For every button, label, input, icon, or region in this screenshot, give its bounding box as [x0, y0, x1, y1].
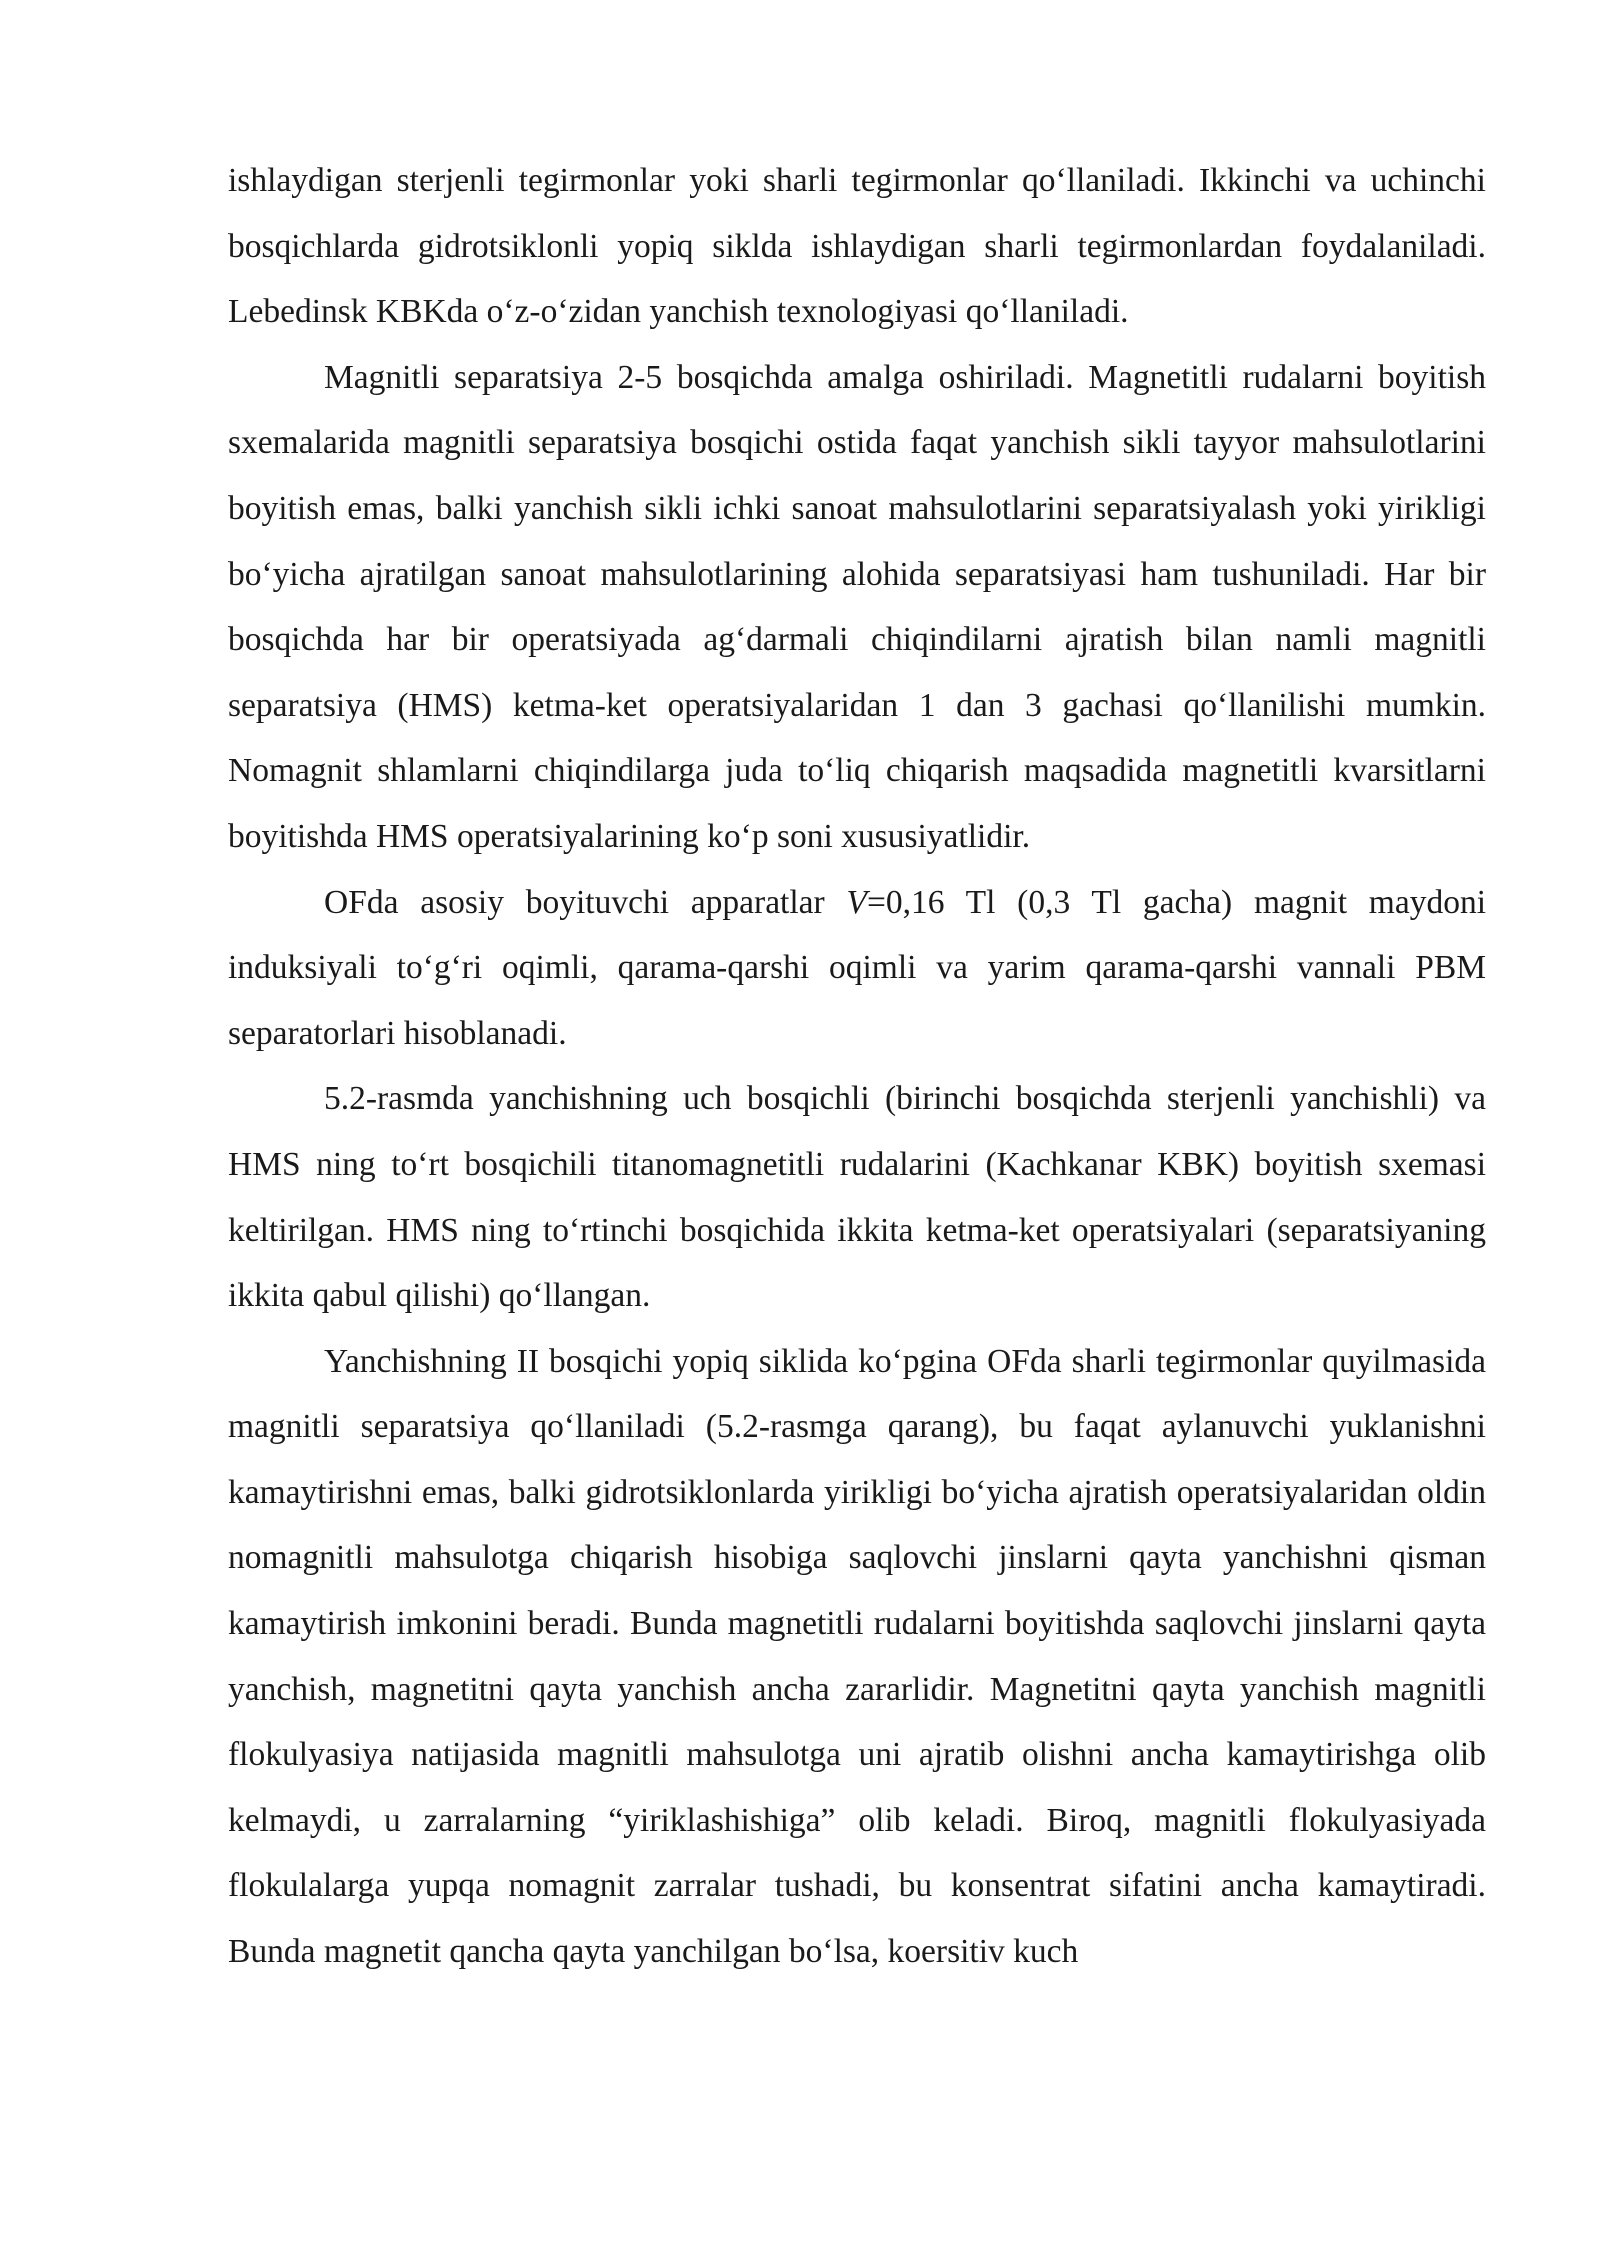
paragraph-1: ishlaydigan sterjenli tegirmonlar yoki sharli tegirmonlar qo‘llaniladi. Ikkinchi va uchinchi bosqichlarda gidrotsiklonli yopiq siklda ishlaydigan sharli tegirmonlardan foydalaniladi. Lebedinsk KBKda o‘z-o‘zidan yanchish texnologiyasi qo‘llaniladi. — [228, 162, 1486, 331]
paragraph-5: Yanchishning II bosqichi yopiq siklida ko‘pgina OFda sharli tegirmonlar quyilmasida magnitli separatsiya qo‘llaniladi (5.2-rasmga qarang), bu faqat aylanuvchi yuklanishni kamaytirishni emas, balki gidrotsiklonlarda yirikligi bo‘yicha ajratish operatsiyalaridan oldin nomagnitli mahsulotga chiqarish hisobiga saqlovchi jinslarni qayta yanchishni qisman kamaytirish imkonini beradi. Bunda magnetitli rudalarni boyitishda saqlovchi jinslarni qayta yanchish, magnetitni qayta yanchish ancha zararlidir. Magnetitni qayta yanchish magnitli flokulyasiya natijasida magnitli mahsulotga uni ajratib olishni ancha kamaytirishga olib kelmaydi, u zarralarning “yiriklashishiga” olib keladi. Biroq, magnitli flokulyasiyada flokulalarga yupqa nomagnit zarralar tushadi, bu konsentrat sifatini ancha kamaytiradi. Bunda magnetit qancha qayta yanchilgan bo‘lsa, koersitiv kuch — [228, 1342, 1486, 1971]
paragraph-2: Magnitli separatsiya 2-5 bosqichda amalga oshiriladi. Magnetitli rudalarni boyitish sxemalarida magnitli separatsiya bosqichi ostida faqat yanchish sikli tayyor mahsulotlarini boyitish emas, balki yanchish sikli ichki sanoat mahsulotlarini separatsiyalash yoki yirikligi bo‘yicha ajratilgan sanoat mahsulotlarining alohida separatsiyasi ham tushuniladi. Har bir bosqichda har bir operatsiyada ag‘darmali chiqindilarni ajratish bilan namli magnitli separatsiya (HMS) ketma-ket operatsiyalaridan 1 dan 3 gachasi qo‘llanilishi mumkin. Nomagnit shlamlarni chiqindilarga juda to‘liq chiqarish maqsadida magnetitli kvarsitlarni boyitishda HMS operatsiyalarining ko‘p soni xususiyatlidir. — [228, 358, 1486, 855]
paragraph-3-end: =0,16 Tl (0,3 Tl gacha) magnit maydoni induksiyali to‘g‘ri oqimli, qarama-qarshi oqimli va yarim qarama-qarshi vannali PBM separatorlari hisoblanadi. — [228, 883, 1487, 1052]
induction-symbol: V — [846, 883, 867, 921]
paragraph-3 — [228, 870, 1486, 1067]
document-body — [228, 148, 1486, 1985]
paragraph-4: 5.2-rasmda yanchishning uch bosqichli (birinchi bosqichda sterjenli yanchishli) va HMS ning to‘rt bosqichili titanomagnetitli rudalarini (Kachkanar KBK) boyitish sxemasi keltirilgan. HMS ning to‘rtinchi bosqichida ikkita ketma-ket operatsiyalari (separatsiyaning ikkita qabul qilishi) qo‘llangan. — [228, 1080, 1486, 1315]
paragraph-3-start: OFda asosiy boyituvchi apparatlar — [324, 883, 847, 921]
